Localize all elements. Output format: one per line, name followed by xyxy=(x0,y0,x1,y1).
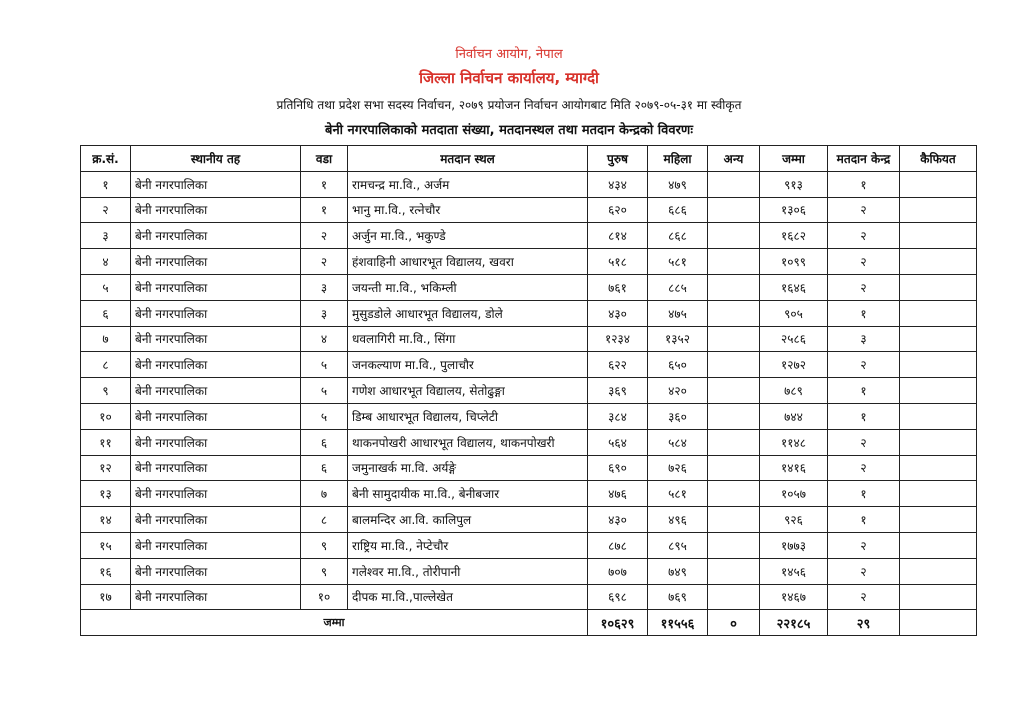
cell-ward: ९ xyxy=(301,558,348,584)
cell-male: ५६४ xyxy=(588,429,648,455)
cell-sn: ६ xyxy=(81,300,131,326)
totals-female: ११५५६ xyxy=(648,610,708,636)
cell-sn: १५ xyxy=(81,532,131,558)
cell-sn: १ xyxy=(81,171,131,197)
cell-male: १२३४ xyxy=(588,326,648,352)
cell-male: ६९८ xyxy=(588,584,648,610)
table-row xyxy=(81,558,977,584)
cell-remarks xyxy=(900,197,977,223)
cell-total: १६८२ xyxy=(760,223,828,249)
cell-female: ४२० xyxy=(648,378,708,404)
cell-remarks xyxy=(900,455,977,481)
cell-polling-centers: १ xyxy=(828,378,900,404)
cell-polling-centers: २ xyxy=(828,584,900,610)
cell-local-level: बेनी नगरपालिका xyxy=(131,300,301,326)
cell-polling-place: राष्ट्रिय मा.वि., नेप्टेचौर xyxy=(348,532,588,558)
table-row xyxy=(81,352,977,378)
cell-remarks xyxy=(900,378,977,404)
cell-local-level: बेनी नगरपालिका xyxy=(131,249,301,275)
cell-local-level: बेनी नगरपालिका xyxy=(131,223,301,249)
cell-other xyxy=(708,171,760,197)
cell-total: १७७३ xyxy=(760,532,828,558)
cell-total: ११४८ xyxy=(760,429,828,455)
cell-polling-centers: १ xyxy=(828,403,900,429)
cell-sn: १० xyxy=(81,403,131,429)
cell-sn: ७ xyxy=(81,326,131,352)
cell-remarks xyxy=(900,558,977,584)
cell-other xyxy=(708,378,760,404)
cell-male: ७६१ xyxy=(588,274,648,300)
cell-total: १४१६ xyxy=(760,455,828,481)
cell-polling-centers: २ xyxy=(828,352,900,378)
totals-total: २२१८५ xyxy=(760,610,828,636)
table-row xyxy=(81,584,977,610)
cell-polling-place: बालमन्दिर आ.वि. कालिपुल xyxy=(348,507,588,533)
cell-local-level: बेनी नगरपालिका xyxy=(131,429,301,455)
cell-remarks xyxy=(900,532,977,558)
cell-polling-centers: २ xyxy=(828,429,900,455)
cell-male: ६२२ xyxy=(588,352,648,378)
cell-other xyxy=(708,249,760,275)
cell-sn: ५ xyxy=(81,274,131,300)
cell-polling-place: दीपक मा.वि.,पाल्लेखेत xyxy=(348,584,588,610)
cell-male: ७०७ xyxy=(588,558,648,584)
cell-ward: ५ xyxy=(301,403,348,429)
cell-polling-centers: २ xyxy=(828,249,900,275)
cell-female: ५८४ xyxy=(648,429,708,455)
table-row xyxy=(81,429,977,455)
cell-polling-place: हंशवाहिनी आधारभूत विद्यालय, खवरा xyxy=(348,249,588,275)
cell-remarks xyxy=(900,429,977,455)
cell-male: ४३४ xyxy=(588,171,648,197)
cell-remarks xyxy=(900,403,977,429)
table-row xyxy=(81,274,977,300)
cell-sn: १३ xyxy=(81,481,131,507)
cell-polling-place: मुसुडडोले आधारभूत विद्यालय, डोले xyxy=(348,300,588,326)
cell-other xyxy=(708,507,760,533)
cell-total: ७८९ xyxy=(760,378,828,404)
cell-female: १३५२ xyxy=(648,326,708,352)
cell-other xyxy=(708,481,760,507)
cell-remarks xyxy=(900,507,977,533)
cell-remarks xyxy=(900,300,977,326)
cell-other xyxy=(708,429,760,455)
cell-ward: ९ xyxy=(301,532,348,558)
cell-local-level: बेनी नगरपालिका xyxy=(131,197,301,223)
totals-male: १०६२९ xyxy=(588,610,648,636)
cell-sn: १७ xyxy=(81,584,131,610)
header-remarks: कैफियत xyxy=(900,146,977,172)
cell-local-level: बेनी नगरपालिका xyxy=(131,326,301,352)
cell-remarks xyxy=(900,326,977,352)
cell-other xyxy=(708,326,760,352)
cell-local-level: बेनी नगरपालिका xyxy=(131,171,301,197)
header-polling-place: मतदान स्थल xyxy=(348,146,588,172)
cell-sn: ९ xyxy=(81,378,131,404)
totals-other: ० xyxy=(708,610,760,636)
header-other: अन्य xyxy=(708,146,760,172)
cell-ward: ६ xyxy=(301,429,348,455)
cell-sn: ११ xyxy=(81,429,131,455)
table-row xyxy=(81,507,977,533)
totals-remarks xyxy=(900,610,977,636)
cell-ward: ५ xyxy=(301,378,348,404)
cell-total: १६४६ xyxy=(760,274,828,300)
cell-male: ४७६ xyxy=(588,481,648,507)
table-row xyxy=(81,300,977,326)
table-row xyxy=(81,481,977,507)
cell-total: १०९९ xyxy=(760,249,828,275)
cell-male: ४३० xyxy=(588,507,648,533)
totals-row xyxy=(81,610,977,636)
cell-other xyxy=(708,455,760,481)
cell-male: ६२० xyxy=(588,197,648,223)
cell-polling-place: बेनी सामुदायीक मा.वि., बेनीबजार xyxy=(348,481,588,507)
cell-polling-centers: १ xyxy=(828,481,900,507)
cell-male: ८१४ xyxy=(588,223,648,249)
cell-local-level: बेनी नगरपालिका xyxy=(131,558,301,584)
cell-other xyxy=(708,558,760,584)
table-row xyxy=(81,197,977,223)
cell-remarks xyxy=(900,274,977,300)
cell-ward: १ xyxy=(301,171,348,197)
cell-polling-place: थाकनपोखरी आधारभूत विद्यालय, थाकनपोखरी xyxy=(348,429,588,455)
table-title: बेनी नगरपालिकाको मतदाता संख्या, मतदानस्थल तथा मतदान केन्द्रको विवरणः xyxy=(325,123,693,138)
cell-ward: ८ xyxy=(301,507,348,533)
cell-polling-centers: १ xyxy=(828,171,900,197)
cell-ward: ७ xyxy=(301,481,348,507)
header-polling-centers: मतदान केन्द्र xyxy=(828,146,900,172)
cell-total: १३०६ xyxy=(760,197,828,223)
table-row xyxy=(81,403,977,429)
cell-polling-centers: २ xyxy=(828,558,900,584)
cell-male: ३६९ xyxy=(588,378,648,404)
cell-polling-centers: १ xyxy=(828,507,900,533)
cell-female: ३६० xyxy=(648,403,708,429)
cell-local-level: बेनी नगरपालिका xyxy=(131,584,301,610)
cell-total: २५८६ xyxy=(760,326,828,352)
cell-local-level: बेनी नगरपालिका xyxy=(131,378,301,404)
cell-female: ७६९ xyxy=(648,584,708,610)
cell-ward: ४ xyxy=(301,326,348,352)
cell-total: १४५६ xyxy=(760,558,828,584)
table-row xyxy=(81,455,977,481)
header-ward: वडा xyxy=(301,146,348,172)
cell-ward: ५ xyxy=(301,352,348,378)
cell-ward: २ xyxy=(301,249,348,275)
header-male: पुरुष xyxy=(588,146,648,172)
cell-female: ४७५ xyxy=(648,300,708,326)
cell-ward: ६ xyxy=(301,455,348,481)
cell-local-level: बेनी नगरपालिका xyxy=(131,455,301,481)
cell-sn: ८ xyxy=(81,352,131,378)
cell-total: ९०५ xyxy=(760,300,828,326)
cell-polling-place: जमुनाखर्क मा.वि. अर्यङ्गे xyxy=(348,455,588,481)
cell-other xyxy=(708,300,760,326)
cell-polling-place: रामचन्द्र मा.वि., अर्जम xyxy=(348,171,588,197)
cell-sn: ४ xyxy=(81,249,131,275)
cell-total: १०५७ xyxy=(760,481,828,507)
cell-other xyxy=(708,403,760,429)
cell-female: ८८५ xyxy=(648,274,708,300)
table-row xyxy=(81,378,977,404)
cell-remarks xyxy=(900,352,977,378)
cell-sn: १६ xyxy=(81,558,131,584)
cell-male: ५१८ xyxy=(588,249,648,275)
cell-total: ९२६ xyxy=(760,507,828,533)
cell-polling-centers: २ xyxy=(828,532,900,558)
table-row xyxy=(81,171,977,197)
cell-sn: १४ xyxy=(81,507,131,533)
cell-remarks xyxy=(900,584,977,610)
cell-female: ८९५ xyxy=(648,532,708,558)
cell-other xyxy=(708,352,760,378)
cell-polling-place: धवलागिरी मा.वि., सिंगा xyxy=(348,326,588,352)
cell-local-level: बेनी नगरपालिका xyxy=(131,403,301,429)
cell-female: ४७९ xyxy=(648,171,708,197)
cell-remarks xyxy=(900,223,977,249)
table-row xyxy=(81,532,977,558)
cell-ward: ३ xyxy=(301,274,348,300)
totals-label: जम्मा xyxy=(81,610,588,636)
cell-polling-place: गलेश्वर मा.वि., तोरीपानी xyxy=(348,558,588,584)
cell-polling-place: भानु मा.वि., रत्नेचौर xyxy=(348,197,588,223)
approval-line: प्रतिनिधि तथा प्रदेश सभा सदस्य निर्वाचन, २०७९ प्रयोजन निर्वाचन आयोगबाट मिति २०७९-०५-३१ मा स्वीकृत xyxy=(276,98,742,112)
cell-female: ५८१ xyxy=(648,481,708,507)
cell-sn: २ xyxy=(81,197,131,223)
cell-polling-centers: २ xyxy=(828,197,900,223)
office-title: जिल्ला निर्वाचन कार्यालय, म्याग्दी xyxy=(419,69,599,87)
table-row xyxy=(81,249,977,275)
table-row xyxy=(81,223,977,249)
cell-other xyxy=(708,223,760,249)
cell-total: १२७२ xyxy=(760,352,828,378)
cell-male: ३८४ xyxy=(588,403,648,429)
cell-polling-place: जयन्ती मा.वि., भकिम्ली xyxy=(348,274,588,300)
cell-remarks xyxy=(900,481,977,507)
header-female: महिला xyxy=(648,146,708,172)
header-total: जम्मा xyxy=(760,146,828,172)
commission-title: निर्वाचन आयोग, नेपाल xyxy=(455,47,563,62)
header-sn: क्र.सं. xyxy=(81,146,131,172)
cell-local-level: बेनी नगरपालिका xyxy=(131,507,301,533)
cell-total: ९१३ xyxy=(760,171,828,197)
table-row xyxy=(81,326,977,352)
table-header-row xyxy=(81,146,977,172)
cell-local-level: बेनी नगरपालिका xyxy=(131,352,301,378)
cell-polling-centers: ३ xyxy=(828,326,900,352)
cell-local-level: बेनी नगरपालिका xyxy=(131,274,301,300)
cell-total: ७४४ xyxy=(760,403,828,429)
cell-polling-place: गणेश आधारभूत विद्यालय, सेतोढुङ्गा xyxy=(348,378,588,404)
cell-ward: १० xyxy=(301,584,348,610)
cell-other xyxy=(708,532,760,558)
polling-stations-table xyxy=(80,145,977,636)
cell-polling-place: अर्जुन मा.वि., भकुण्डे xyxy=(348,223,588,249)
cell-total: १४६७ xyxy=(760,584,828,610)
cell-female: ५८१ xyxy=(648,249,708,275)
cell-polling-centers: २ xyxy=(828,274,900,300)
cell-other xyxy=(708,584,760,610)
cell-polling-place: डिम्ब आधारभूत विद्यालय, चिप्लेटी xyxy=(348,403,588,429)
cell-other xyxy=(708,197,760,223)
cell-remarks xyxy=(900,171,977,197)
cell-polling-centers: २ xyxy=(828,455,900,481)
cell-female: ७२६ xyxy=(648,455,708,481)
cell-female: ६५० xyxy=(648,352,708,378)
cell-ward: २ xyxy=(301,223,348,249)
cell-ward: १ xyxy=(301,197,348,223)
cell-male: ४३० xyxy=(588,300,648,326)
cell-female: ८६८ xyxy=(648,223,708,249)
cell-female: ६८६ xyxy=(648,197,708,223)
cell-local-level: बेनी नगरपालिका xyxy=(131,481,301,507)
cell-local-level: बेनी नगरपालिका xyxy=(131,532,301,558)
cell-male: ६९० xyxy=(588,455,648,481)
cell-sn: १२ xyxy=(81,455,131,481)
cell-female: ७४९ xyxy=(648,558,708,584)
cell-female: ४९६ xyxy=(648,507,708,533)
cell-ward: ३ xyxy=(301,300,348,326)
cell-polling-centers: २ xyxy=(828,223,900,249)
cell-remarks xyxy=(900,249,977,275)
cell-other xyxy=(708,274,760,300)
cell-male: ८७८ xyxy=(588,532,648,558)
cell-polling-centers: १ xyxy=(828,300,900,326)
totals-centers: २९ xyxy=(828,610,900,636)
cell-sn: ३ xyxy=(81,223,131,249)
header-local-level: स्थानीय तह xyxy=(131,146,301,172)
cell-polling-place: जनकल्याण मा.वि., पुलाचौर xyxy=(348,352,588,378)
